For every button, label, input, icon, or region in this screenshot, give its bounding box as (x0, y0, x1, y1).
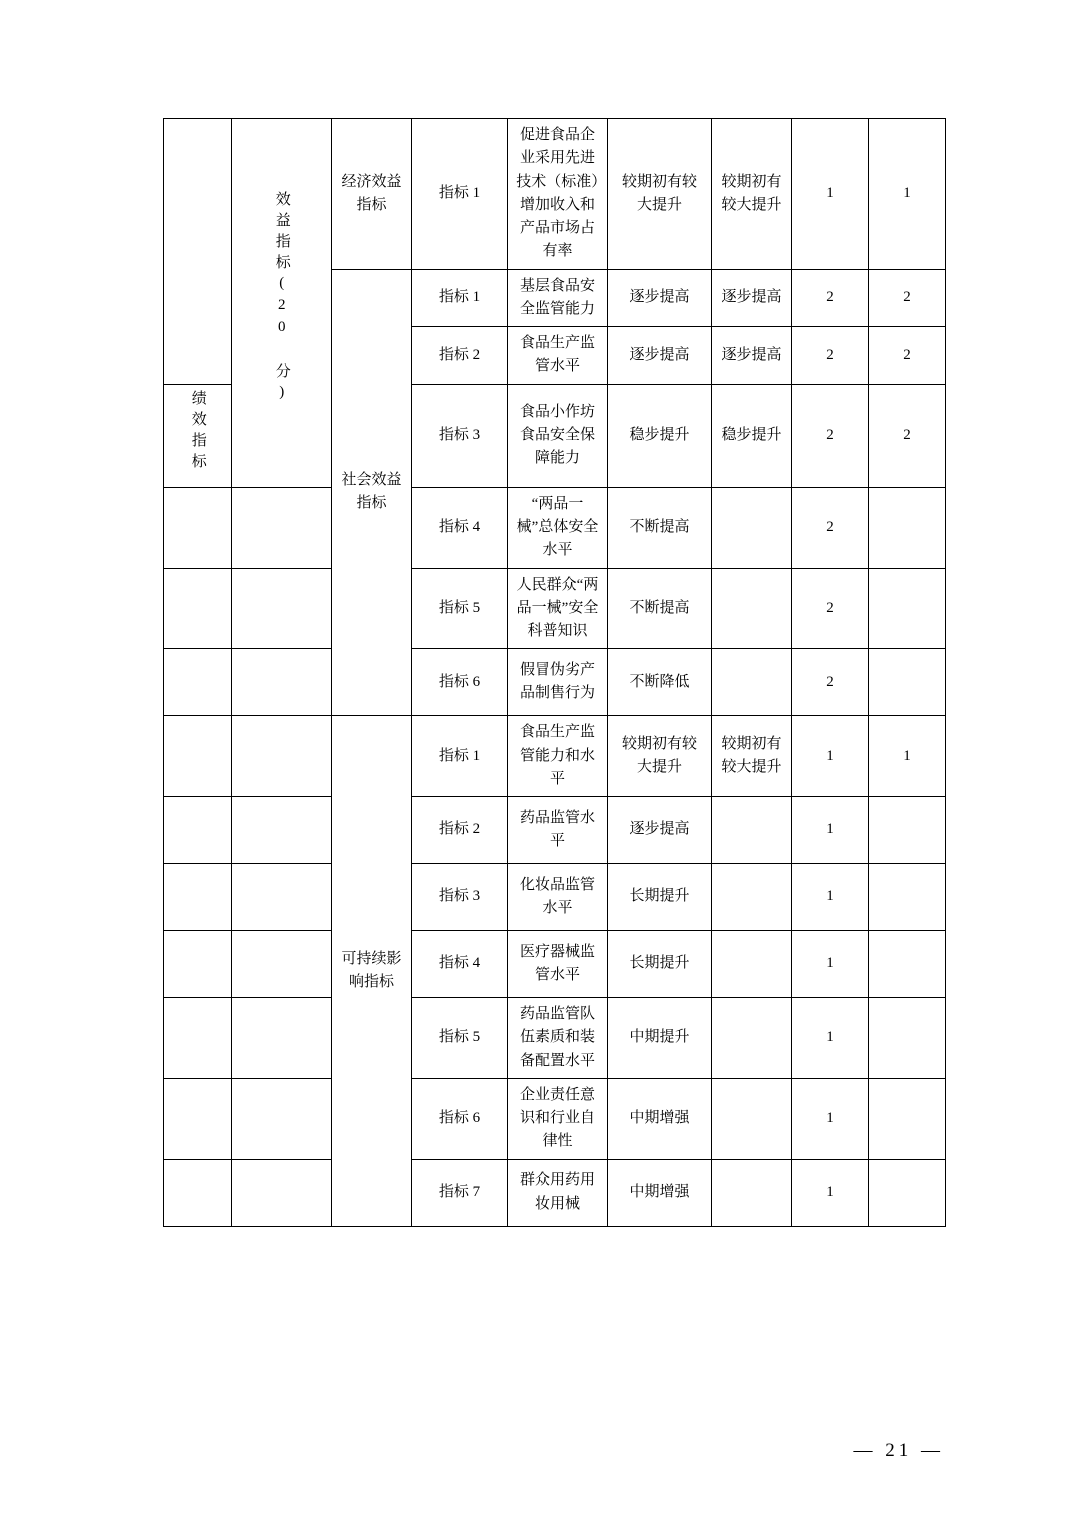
subcategory-label: 经济效益指标 (341, 173, 402, 213)
score2-cell (869, 864, 946, 931)
actual-cell (712, 864, 792, 931)
subcategory-cell (332, 269, 412, 716)
table-row (164, 487, 946, 568)
actual-cell (712, 931, 792, 998)
indicator-cell: 指标 7 (412, 1159, 508, 1226)
indicator-cell: 指标 6 (412, 649, 508, 716)
table-row (164, 998, 946, 1079)
indicator-cell: 指标 1 (412, 119, 508, 270)
indicator-cell: 指标 1 (412, 716, 508, 797)
left-blank-cell (164, 998, 232, 1079)
score1-cell: 1 (792, 716, 869, 797)
target-cell: 不断降低 (608, 649, 712, 716)
score1-cell: 2 (792, 327, 869, 385)
subcategory-label: 社会效益指标 (341, 472, 402, 512)
subcategory-label: 可持续影响指标 (341, 950, 402, 990)
indicator-cell: 指标 3 (412, 384, 508, 487)
category-blank-cell (232, 1078, 332, 1159)
score1-cell: 2 (792, 384, 869, 487)
table-row (164, 1159, 946, 1226)
target-cell: 逐步提高 (608, 269, 712, 327)
target-cell: 逐步提高 (608, 797, 712, 864)
content-cell: 药品监管水平 (508, 797, 608, 864)
target-cell: 中期增强 (608, 1078, 712, 1159)
left-blank-cell (164, 1159, 232, 1226)
score2-cell (869, 568, 946, 649)
content-cell: 食品生产监管水平 (508, 327, 608, 385)
category-blank-cell (232, 649, 332, 716)
score2-cell (869, 797, 946, 864)
category-blank-cell (232, 1159, 332, 1226)
score2-cell (869, 931, 946, 998)
content-cell: 化妆品监管水平 (508, 864, 608, 931)
indicator-cell: 指标 4 (412, 487, 508, 568)
score2-cell (869, 487, 946, 568)
content-cell: 企业责任意识和行业自律性 (508, 1078, 608, 1159)
actual-cell (712, 797, 792, 864)
score1-cell: 1 (792, 119, 869, 270)
category-blank-cell (232, 998, 332, 1079)
score1-cell: 1 (792, 1078, 869, 1159)
category-blank-cell (232, 487, 332, 568)
indicator-cell: 指标 5 (412, 568, 508, 649)
actual-cell (712, 1078, 792, 1159)
target-cell: 长期提升 (608, 931, 712, 998)
score2-cell: 2 (869, 327, 946, 385)
score2-cell: 2 (869, 384, 946, 487)
score1-cell: 2 (792, 269, 869, 327)
subcategory-cell (332, 716, 412, 1226)
score1-cell: 2 (792, 649, 869, 716)
actual-cell (712, 487, 792, 568)
category-blank-cell (232, 931, 332, 998)
score1-cell: 2 (792, 487, 869, 568)
performance-indicator-table (163, 118, 946, 1227)
actual-cell (712, 998, 792, 1079)
left-blank-cell (164, 487, 232, 568)
score1-cell: 1 (792, 864, 869, 931)
target-cell: 较期初有较大提升 (608, 119, 712, 270)
table-row (164, 797, 946, 864)
score2-cell (869, 998, 946, 1079)
score1-cell: 1 (792, 931, 869, 998)
score1-cell: 1 (792, 797, 869, 864)
category-blank-cell (232, 797, 332, 864)
row-left-spacer-top (164, 119, 232, 385)
content-cell: 药品监管队伍素质和装备配置水平 (508, 998, 608, 1079)
score2-cell: 1 (869, 119, 946, 270)
actual-cell: 逐步提高 (712, 327, 792, 385)
left-blank-cell (164, 931, 232, 998)
left-group-label: 绩效指标 (189, 389, 206, 474)
target-cell: 稳步提升 (608, 384, 712, 487)
target-cell: 长期提升 (608, 864, 712, 931)
content-cell: 医疗器械监管水平 (508, 931, 608, 998)
content-cell: 食品小作坊食品安全保障能力 (508, 384, 608, 487)
target-cell: 逐步提高 (608, 327, 712, 385)
category-label: 效益指标(20 分) (273, 191, 290, 407)
target-cell: 中期增强 (608, 1159, 712, 1226)
indicator-cell: 指标 2 (412, 327, 508, 385)
content-cell: 群众用药用妆用械 (508, 1159, 608, 1226)
indicator-cell: 指标 1 (412, 269, 508, 327)
category-blank-cell (232, 864, 332, 931)
target-cell: 不断提高 (608, 487, 712, 568)
subcategory-cell (332, 119, 412, 270)
actual-cell: 较期初有较大提升 (712, 119, 792, 270)
content-cell: 基层食品安全监管能力 (508, 269, 608, 327)
actual-cell (712, 1159, 792, 1226)
left-blank-cell (164, 1078, 232, 1159)
score2-cell (869, 1078, 946, 1159)
content-cell: “两品一械”总体安全水平 (508, 487, 608, 568)
score2-cell (869, 1159, 946, 1226)
score1-cell: 1 (792, 1159, 869, 1226)
content-cell: 食品生产监管能力和水平 (508, 716, 608, 797)
score2-cell: 1 (869, 716, 946, 797)
indicator-cell: 指标 3 (412, 864, 508, 931)
score2-cell: 2 (869, 269, 946, 327)
table-row (164, 716, 946, 797)
left-blank-cell (164, 649, 232, 716)
category-blank-cell (232, 716, 332, 797)
indicator-cell: 指标 4 (412, 931, 508, 998)
table-row (164, 119, 946, 270)
score1-cell: 2 (792, 568, 869, 649)
page-number: — 21 — (853, 1440, 944, 1461)
indicator-cell: 指标 6 (412, 1078, 508, 1159)
category-cell (232, 119, 332, 488)
table-row (164, 931, 946, 998)
left-group-cell (164, 384, 232, 487)
category-blank-cell (232, 568, 332, 649)
table-row (164, 568, 946, 649)
table-row (164, 864, 946, 931)
score2-cell (869, 649, 946, 716)
indicator-cell: 指标 2 (412, 797, 508, 864)
indicator-cell: 指标 5 (412, 998, 508, 1079)
target-cell: 较期初有较大提升 (608, 716, 712, 797)
actual-cell (712, 568, 792, 649)
target-cell: 中期提升 (608, 998, 712, 1079)
table-row (164, 1078, 946, 1159)
actual-cell: 稳步提升 (712, 384, 792, 487)
actual-cell: 较期初有较大提升 (712, 716, 792, 797)
actual-cell (712, 649, 792, 716)
left-blank-cell (164, 797, 232, 864)
left-blank-cell (164, 716, 232, 797)
target-cell: 不断提高 (608, 568, 712, 649)
content-cell: 促进食品企业采用先进技术（标准）增加收入和产品市场占有率 (508, 119, 608, 270)
content-cell: 假冒伪劣产品制售行为 (508, 649, 608, 716)
left-blank-cell (164, 568, 232, 649)
left-blank-cell (164, 864, 232, 931)
table-row (164, 649, 946, 716)
content-cell: 人民群众“两品一械”安全科普知识 (508, 568, 608, 649)
score1-cell: 1 (792, 998, 869, 1079)
actual-cell: 逐步提高 (712, 269, 792, 327)
